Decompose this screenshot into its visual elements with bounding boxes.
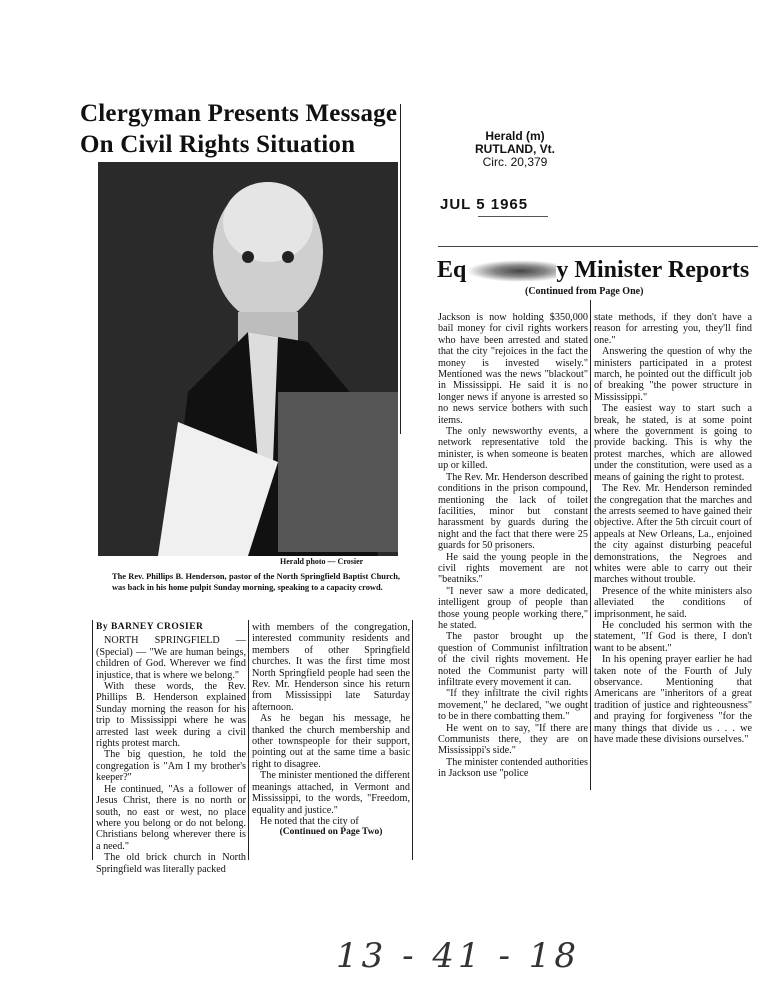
continued-from: (Continued from Page One) bbox=[525, 286, 644, 297]
handwritten-file-number: 13 - 41 - 18 bbox=[336, 936, 580, 976]
paragraph: He said the young people in the civil rights movement are not "beatniks." bbox=[438, 551, 588, 586]
headline-line1: Clergyman Presents Message bbox=[80, 100, 398, 127]
paragraph: The minister mentioned the different meanings attached, in Vermont and Mississippi, to the words, "Freedom, equality and justice." bbox=[252, 770, 410, 816]
paragraph: state methods, if they don't have a reason for arresting you, they'll find one." bbox=[594, 312, 752, 346]
publication-city: RUTLAND, Vt. bbox=[475, 142, 555, 156]
paragraph: With these words, the Rev. Phillips B. Henderson explained Sunday morning the reason for his trip to Mississippi where he was arrested last week during a civil rights protest march. bbox=[96, 681, 246, 750]
paragraph: In his opening prayer earlier he had taken note of the Fourth of July observance. Mentioning that Americans are "inheritors of a great tradition of justice and righteousness" and praying for forgiveness "for the many things that divide us . . . we have made these divisions ourselves." bbox=[594, 654, 752, 746]
paragraph: He noted that the city of bbox=[260, 815, 359, 827]
article1-column1 bbox=[96, 622, 246, 875]
paragraph: Jackson is now holding $350,000 bail money for civil rights workers who have been arrested and stated that the city "rejoices in the fact the money is invested wisely." Mentioned was the news "blackout" in Mississippi. He said it is no longer news if anyone is arrested so no news service bothers with such items. bbox=[438, 312, 588, 426]
paragraph: NORTH SPRINGFIELD — (Special) — "We are human beings, children of God. Wherever we find injustice, that is where we belong." bbox=[96, 635, 246, 681]
column-rule-edge bbox=[412, 620, 413, 860]
column-rule-article2 bbox=[590, 300, 591, 790]
date-underline bbox=[478, 216, 548, 217]
paragraph: Presence of the white ministers also alleviated the conditions of imprisonment, he said. bbox=[594, 585, 752, 620]
paragraph: The minister contended authorities in Jackson use "police bbox=[438, 756, 588, 780]
column-rule-right bbox=[400, 104, 401, 434]
paragraph: The Rev. Mr. Henderson described conditions in the prison compound, mentioning the lack of toilet facilities, minor but constant harassment by guards during the night and the fact that there were 25 guards for 50 prisoners. bbox=[438, 471, 588, 552]
paragraph: Answering the question of why the ministers participated in a protest march, he pointed out the difficult job of breaking "the power structure in Mississippi." bbox=[594, 346, 752, 403]
paragraph: The big question, he told the congregation is "Am I my brother's keeper?" bbox=[96, 749, 246, 784]
ink-smudge bbox=[466, 260, 556, 282]
headline-prefix: Eq bbox=[437, 257, 467, 283]
column-rule-left bbox=[92, 620, 93, 860]
continued-notice: (Continued on Page Two) bbox=[279, 827, 383, 838]
article2-column2 bbox=[594, 312, 752, 745]
article2-column1 bbox=[438, 312, 588, 780]
paragraph: He continued, "As a follower of Jesus Christ, there is no north or south, no east or west, no place where you belong or do not belong. Christians belong wherever there is a need." bbox=[96, 783, 246, 852]
publication-stamp bbox=[455, 130, 575, 169]
publication-circulation: Circ. 20,379 bbox=[482, 155, 548, 169]
paragraph: The Rev. Mr. Henderson reminded the congregation that the marches and the arrests seemed to have gained their objective. After the 5th circuit court of appeals at New Orleans, La., enjoined the city against disturbing peaceful demonstrations, the Negroes and whites were able to carry out their marches without trouble. bbox=[594, 483, 752, 586]
paragraph: He went on to say, "If there are Communists there, they are on Mississippi's side." bbox=[438, 722, 588, 757]
paragraph: As he began his message, he thanked the church membership and other townspeople for their support, pointing out at the same time a basic right to disagree. bbox=[252, 713, 410, 770]
article2-headline bbox=[437, 256, 757, 284]
headline-line2: On Civil Rights Situation bbox=[80, 131, 356, 158]
paragraph: The pastor brought up the question of Communist infiltration of the civil rights movement. He noted the Communist party will infiltrate every movement it can. bbox=[438, 631, 588, 688]
paragraph: The only newsworthy events, a network representative told the minister, is when someone is beaten up or killed. bbox=[438, 426, 588, 472]
publication-name: Herald (m) bbox=[485, 129, 545, 143]
paragraph: "If they infiltrate the civil rights movement," he declared, "we ought to be in there combatting them." bbox=[438, 688, 588, 723]
headline-suffix: y Minister Reports bbox=[556, 257, 750, 283]
paragraph: The easiest way to start such a break, he stated, is at some point where the government is going to provide backing. This is why the protest marches, which are allowed under the constitution, were used as a means of gaining the right to protest. bbox=[594, 403, 752, 483]
paragraph: "I never saw a more dedicated, intelligent group of people than those young people working there," he stated. bbox=[438, 585, 588, 631]
byline: By BARNEY CROSIER bbox=[96, 622, 204, 632]
date-stamp: JUL 5 1965 bbox=[440, 196, 529, 213]
article1-column2 bbox=[252, 622, 410, 839]
column-rule-mid bbox=[248, 620, 249, 860]
article2-top-rule bbox=[438, 246, 758, 247]
paragraph: The old brick church in North Springfield was literally packed bbox=[96, 852, 246, 875]
photo-caption: The Rev. Phillips B. Henderson, pastor of the North Springfield Baptist Church, was back in his home pulpit Sunday morning, speaking to a capacity crowd. bbox=[112, 572, 400, 592]
article1-headline bbox=[80, 98, 400, 160]
paragraph: He concluded his sermon with the statement, "If God is there, I don't want to be absent." bbox=[594, 619, 752, 654]
paragraph: with members of the congregation, interested community residents and members of other Springfield churches. It was the first time most North Springfield people had seen the Rev. Mr. Henderson since his return from Mississippi late Saturday afternoon. bbox=[252, 622, 410, 713]
photo-credit: Herald photo — Crosier bbox=[280, 557, 364, 566]
pastor-photo bbox=[98, 162, 398, 556]
